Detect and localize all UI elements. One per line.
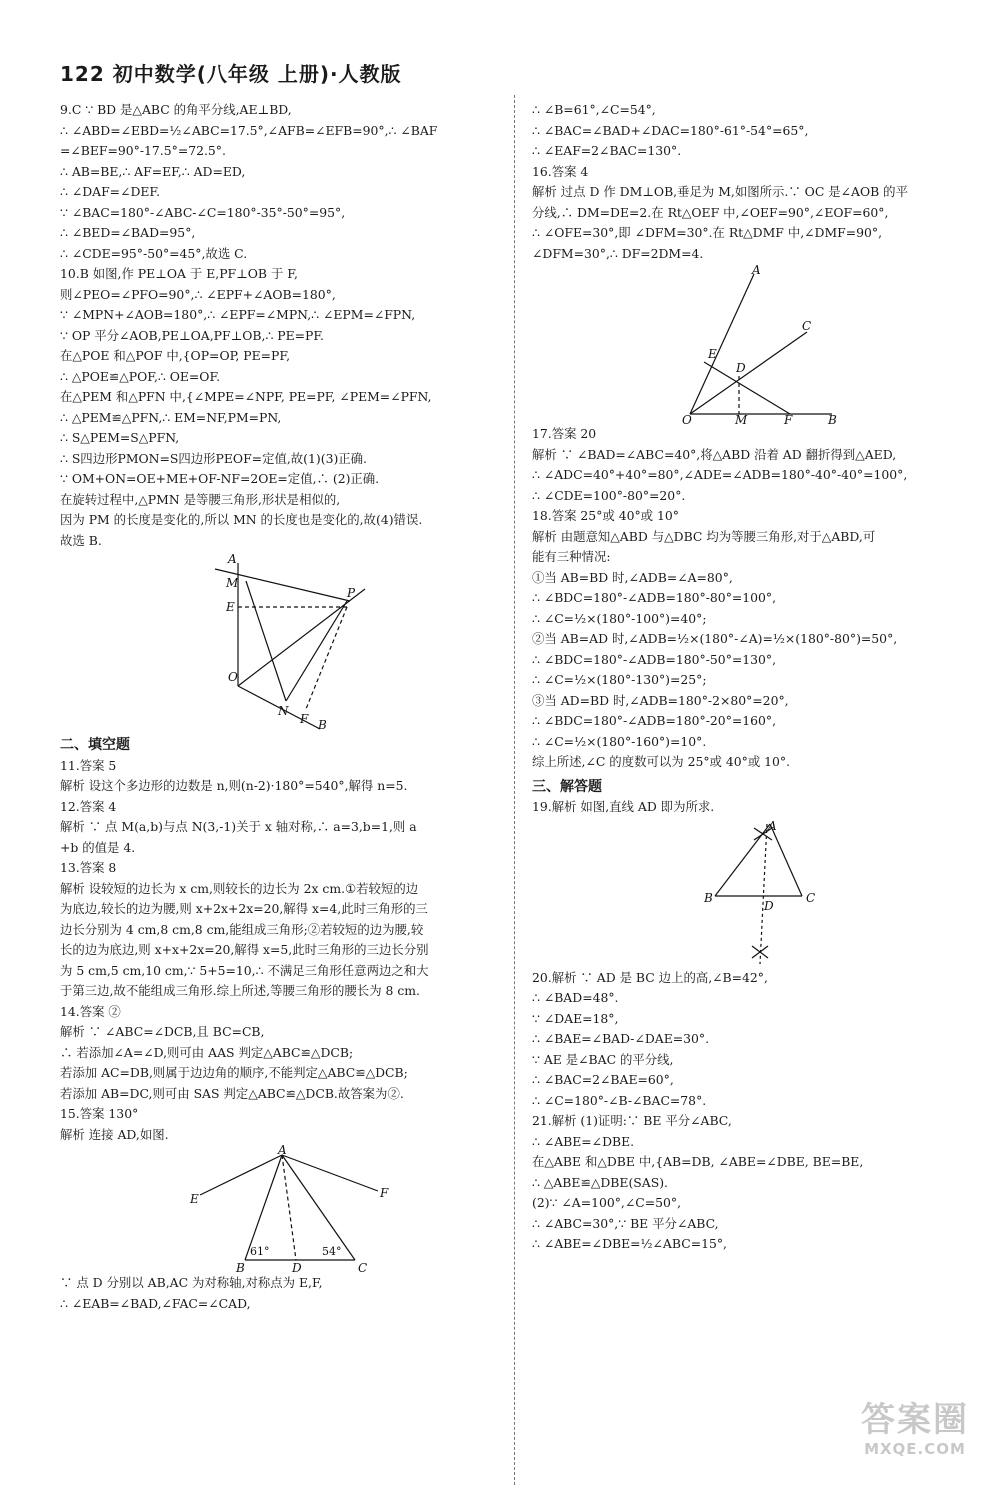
watermark-url: MXQE.COM	[864, 1440, 966, 1458]
text-line: ∴ ∠ABE=∠DBE=½∠ABC=15°,	[532, 1236, 727, 1251]
watermark	[840, 1400, 990, 1470]
text-line: 15.答案 130°	[60, 1106, 139, 1121]
text-line: 在旋转过程中,△PMN 是等腰三角形,形状是相似的,	[60, 491, 341, 507]
text-line: ∴ ∠C=180°-∠B-∠BAC=78°.	[532, 1092, 707, 1108]
q15-block-end	[532, 100, 972, 162]
label-b: B	[236, 1261, 245, 1273]
text-line: 故选 B.	[60, 532, 102, 548]
q21-block	[532, 1111, 972, 1255]
label-c: C	[802, 319, 812, 333]
text-line: ∴ ∠ADC=40°+40°=80°,∠ADE=∠ADB=180°-40°-40°=100°,	[532, 467, 908, 482]
page-header: 122 初中数学(八年级 上册)·人教版	[60, 62, 402, 86]
left-column	[60, 100, 500, 1314]
text-line: 20.解析 ∵ AD 是 BC 边上的高,∠B=42°,	[532, 969, 768, 985]
label-d: D	[736, 361, 746, 375]
text-line: ∴ ∠B=61°,∠C=54°,	[532, 102, 656, 117]
text-line: ∴ 若添加∠A=∠D,则可由 AAS 判定△ABC≌△DCB;	[60, 1044, 354, 1060]
text-line: ∴ △PEM≌△PFN,∴ EM=NF,PM=PN,	[60, 409, 282, 425]
text-line: ∴ △POE≌△POF,∴ OE=OF.	[60, 368, 221, 384]
label-b: B	[704, 890, 713, 905]
text-line: ∵ OM+ON=OE+ME+OF-NF=2OE=定值,∴ (2)正确.	[60, 471, 380, 486]
label-a: A	[768, 818, 777, 833]
text-line: ∴ ∠C=½×(180°-130°)=25°;	[532, 672, 707, 687]
text-line: ∴ ∠BDC=180°-∠ADB=180°-50°=130°,	[532, 651, 777, 667]
label-n: N	[278, 704, 289, 718]
text-line: 17.答案 20	[532, 426, 597, 441]
text-line: ②当 AB=AD 时,∠ADB=½×(180°-∠A)=½×(180°-80°)=50°,	[532, 631, 898, 646]
text-line: ∵ 点 D 分别以 AB,AC 为对称轴,对称点为 E,F,	[60, 1275, 323, 1290]
q17-block	[532, 424, 972, 506]
text-line: 19.解析 如图,直线 AD 即为所求.	[532, 799, 715, 814]
text-line: 13.答案 8	[60, 860, 117, 875]
text-line: =∠BEF=90°-17.5°=72.5°.	[60, 143, 226, 158]
text-line: 综上所述,∠C 的度数可以为 25°或 40°或 10°.	[532, 754, 791, 769]
q18-block	[532, 506, 972, 773]
text-line: 21.解析 (1)证明:∵ BE 平分∠ABC,	[532, 1113, 732, 1128]
text-line: ∴ ∠ABE=∠DBE.	[532, 1133, 635, 1149]
text-line: 在△POE 和△POF 中,{OP=OP, PE=PF,	[60, 348, 291, 363]
text-line: ∵ ∠BAC=180°-∠ABC-∠C=180°-35°-50°=95°,	[60, 204, 346, 220]
text-line: 则∠PEO=∠PFO=90°,∴ ∠EPF+∠AOB=180°,	[60, 286, 336, 302]
watermark-logo: 答案圈	[861, 1400, 969, 1440]
section-solutions: 三、解答题	[532, 778, 602, 795]
text-line: 18.答案 25°或 40°或 10°	[532, 508, 679, 523]
q13-block	[60, 858, 500, 1002]
text-line: ∵ AE 是∠BAC 的平分线,	[532, 1051, 674, 1067]
text-line: ∴ S△PEM=S△PFN,	[60, 430, 180, 445]
text-line: ∵ OP 平分∠AOB,PE⊥OA,PF⊥OB,∴ PE=PF.	[60, 327, 324, 343]
figure-q16	[532, 264, 972, 424]
q10-block	[60, 264, 500, 551]
label-m: M	[226, 576, 239, 590]
text-line: 边长分别为 4 cm,8 cm,8 cm,能组成三角形;②若较短的边为腰,较	[60, 921, 424, 937]
text-line: 16.答案 4	[532, 163, 589, 179]
label-a: A	[278, 1145, 287, 1157]
text-line: ∴ ∠BDC=180°-∠ADB=180°-80°=100°,	[532, 590, 777, 605]
line-mn	[246, 581, 286, 701]
q14-block	[60, 1002, 500, 1105]
figure-q15	[60, 1145, 500, 1273]
label-p: P	[347, 586, 356, 600]
text-line: 于第三边,故不能组成三角形.综上所述,等腰三角形的腰长为 8 cm.	[60, 983, 420, 998]
column-divider	[514, 95, 515, 1485]
text-line: ∴ ∠OFE=30°,即 ∠DFM=30°.在 Rt△DMF 中,∠DMF=90°,	[532, 225, 883, 240]
q12-block	[60, 797, 500, 859]
text-line: 解析 ∵ ∠ABC=∠DCB,且 BC=CB,	[60, 1024, 265, 1039]
text-line: 解析 过点 D 作 DM⊥OB,垂足为 M,如图所示.∵ OC 是∠AOB 的平	[532, 184, 908, 199]
text-line: 分线,∴ DM=DE=2.在 Rt△OEF 中,∠OEF=90°,∠EOF=60°,	[532, 204, 889, 220]
label-d: D	[292, 1261, 302, 1273]
text-line: ∴ ∠BAD=48°.	[532, 990, 619, 1005]
text-line: ∴ ∠ABD=∠EBD=½∠ABC=17.5°,∠AFB=∠EFB=90°,∴ ∠BAF	[60, 122, 438, 138]
q19-block	[532, 797, 972, 818]
label-a: A	[228, 552, 237, 566]
q11-block	[60, 756, 500, 797]
text-line: ∴ ∠CDE=100°-80°=20°.	[532, 487, 686, 503]
text-line: ∴ ∠EAF=2∠BAC=130°.	[532, 143, 682, 158]
line-np	[286, 601, 347, 701]
text-line: 解析 设这个多边形的边数是 n,则(n-2)·180°=540°,解得 n=5.	[60, 778, 408, 793]
angle-c-label: 54°	[322, 1245, 342, 1258]
text-line: 14.答案 ②	[60, 1003, 121, 1019]
text-line: ∴ S四边形PMON=S四边形PEOF=定值,故(1)(3)正确.	[60, 450, 368, 466]
label-b: B	[828, 413, 837, 424]
text-line: ∴ ∠CDE=95°-50°=45°,故选 C.	[60, 245, 248, 261]
text-line: 11.答案 5	[60, 757, 117, 773]
text-line: ∴ ∠DAF=∠DEF.	[60, 184, 161, 199]
label-d: D	[764, 898, 774, 913]
text-line: ∴ ∠BAC=∠BAD+∠DAC=180°-61°-54°=65°,	[532, 122, 809, 138]
q16-block	[532, 162, 972, 265]
label-m: M	[735, 413, 748, 424]
text-line: ∴ △ABE≌△DBE(SAS).	[532, 1174, 668, 1190]
text-line: 9.C ∵ BD 是△ABC 的角平分线,AE⊥BD,	[60, 102, 292, 117]
label-f: F	[300, 712, 309, 726]
text-line: 12.答案 4	[60, 798, 117, 814]
text-line: 为 5 cm,5 cm,10 cm,∵ 5+5=10,∴ 不满足三角形任意两边之和大	[60, 962, 429, 978]
text-line: ∴ ∠ABC=30°,∵ BE 平分∠ABC,	[532, 1215, 719, 1231]
label-e: E	[226, 600, 235, 614]
text-line: 解析 由题意知△ABD 与△DBC 均为等腰三角形,对于△ABD,可	[532, 528, 876, 544]
q15-block	[60, 1104, 500, 1145]
text-line: 在△ABE 和△DBE 中,{AB=DB, ∠ABE=∠DBE, BE=BE,	[532, 1154, 864, 1169]
text-line: ∠DFM=30°,∴ DF=2DM=4.	[532, 245, 704, 261]
text-line: 解析 设较短的边长为 x cm,则较长的边长为 2x cm.①若较短的边	[60, 880, 419, 896]
text-line: ∴ ∠BAC=2∠BAE=60°,	[532, 1072, 674, 1087]
text-line: 若添加 AB=DC,则可由 SAS 判定△ABC≌△DCB.故答案为②.	[60, 1085, 404, 1101]
section-fill-in: 二、填空题	[60, 737, 130, 753]
text-line: ∴ ∠BDC=180°-∠ADB=180°-20°=160°,	[532, 713, 777, 728]
text-line: ∴ ∠C=½×(180°-100°)=40°;	[532, 610, 707, 626]
q9-block	[60, 100, 500, 264]
label-e: E	[190, 1192, 199, 1206]
line-ef	[704, 362, 790, 414]
label-c: C	[358, 1261, 368, 1273]
ray-oc	[690, 332, 807, 414]
label-o: O	[228, 670, 238, 684]
text-line: ∴ AB=BE,∴ AF=EF,∴ AD=ED,	[60, 163, 246, 179]
text-line: ∴ ∠EAB=∠BAD,∠FAC=∠CAD,	[60, 1295, 251, 1311]
right-column	[532, 100, 972, 1255]
line-ad	[760, 824, 767, 964]
text-line: ∴ ∠C=½×(180°-160°)=10°.	[532, 733, 707, 749]
text-line: (2)∵ ∠A=100°,∠C=50°,	[532, 1195, 682, 1210]
label-a: A	[752, 264, 761, 277]
label-c: C	[806, 890, 816, 905]
q20-block	[532, 968, 972, 1112]
label-b: B	[318, 718, 327, 731]
line-ac	[282, 1155, 355, 1260]
text-line: 解析 ∵ 点 M(a,b)与点 N(3,-1)关于 x 轴对称,∴ a=3,b=1,则 a	[60, 819, 417, 834]
text-line: 为底边,较长的边为腰,则 x+2x+2x=20,解得 x=4,此时三角形的三	[60, 901, 428, 916]
text-line: ①当 AB=BD 时,∠ADB=∠A=80°,	[532, 569, 733, 585]
figure-q19	[532, 818, 972, 968]
text-line: 长的边为底边,则 x+x+2x=20,解得 x=5,此时三角形的三边长分别	[60, 942, 429, 957]
text-line: ∴ ∠BAE=∠BAD-∠DAE=30°.	[532, 1031, 710, 1046]
label-f: F	[380, 1186, 389, 1200]
label-o: O	[682, 413, 692, 424]
text-line: 10.B 如图,作 PE⊥OA 于 E,PF⊥OB 于 F,	[60, 266, 298, 281]
text-line: +b 的值是 4.	[60, 839, 136, 855]
q15-block-cont	[60, 1273, 500, 1314]
label-e: E	[708, 347, 717, 361]
angle-b-label: 61°	[250, 1245, 270, 1258]
text-line: ∴ ∠BED=∠BAD=95°,	[60, 225, 196, 240]
figure-q10	[60, 551, 500, 731]
text-line: 在△PEM 和△PFN 中,{∠MPE=∠NPF, PE=PF, ∠PEM=∠PFN,	[60, 389, 432, 404]
line-ad	[282, 1155, 296, 1260]
line-ac	[770, 824, 802, 896]
text-line: ③当 AD=BD 时,∠ADB=180°-2×80°=20°,	[532, 692, 789, 708]
text-line: 能有三种情况:	[532, 549, 611, 564]
ray-oa	[690, 274, 754, 414]
text-line: 解析 ∵ ∠BAD=∠ABC=40°,将△ABD 沿着 AD 翻折得到△AED,	[532, 446, 897, 462]
text-line: ∵ ∠MPN+∠AOB=180°,∴ ∠EPF=∠MPN,∴ ∠EPM=∠FPN,	[60, 307, 416, 322]
text-line: ∵ ∠DAE=18°,	[532, 1010, 619, 1026]
text-line: 若添加 AC=DB,则属于边边角的顺序,不能判定△ABC≌△DCB;	[60, 1065, 408, 1080]
text-line: 解析 连接 AD,如图.	[60, 1126, 169, 1142]
line-af	[282, 1155, 378, 1191]
label-f: F	[784, 413, 793, 424]
text-line: 因为 PM 的长度是变化的,所以 MN 的长度也是变化的,故(4)错误.	[60, 512, 423, 527]
